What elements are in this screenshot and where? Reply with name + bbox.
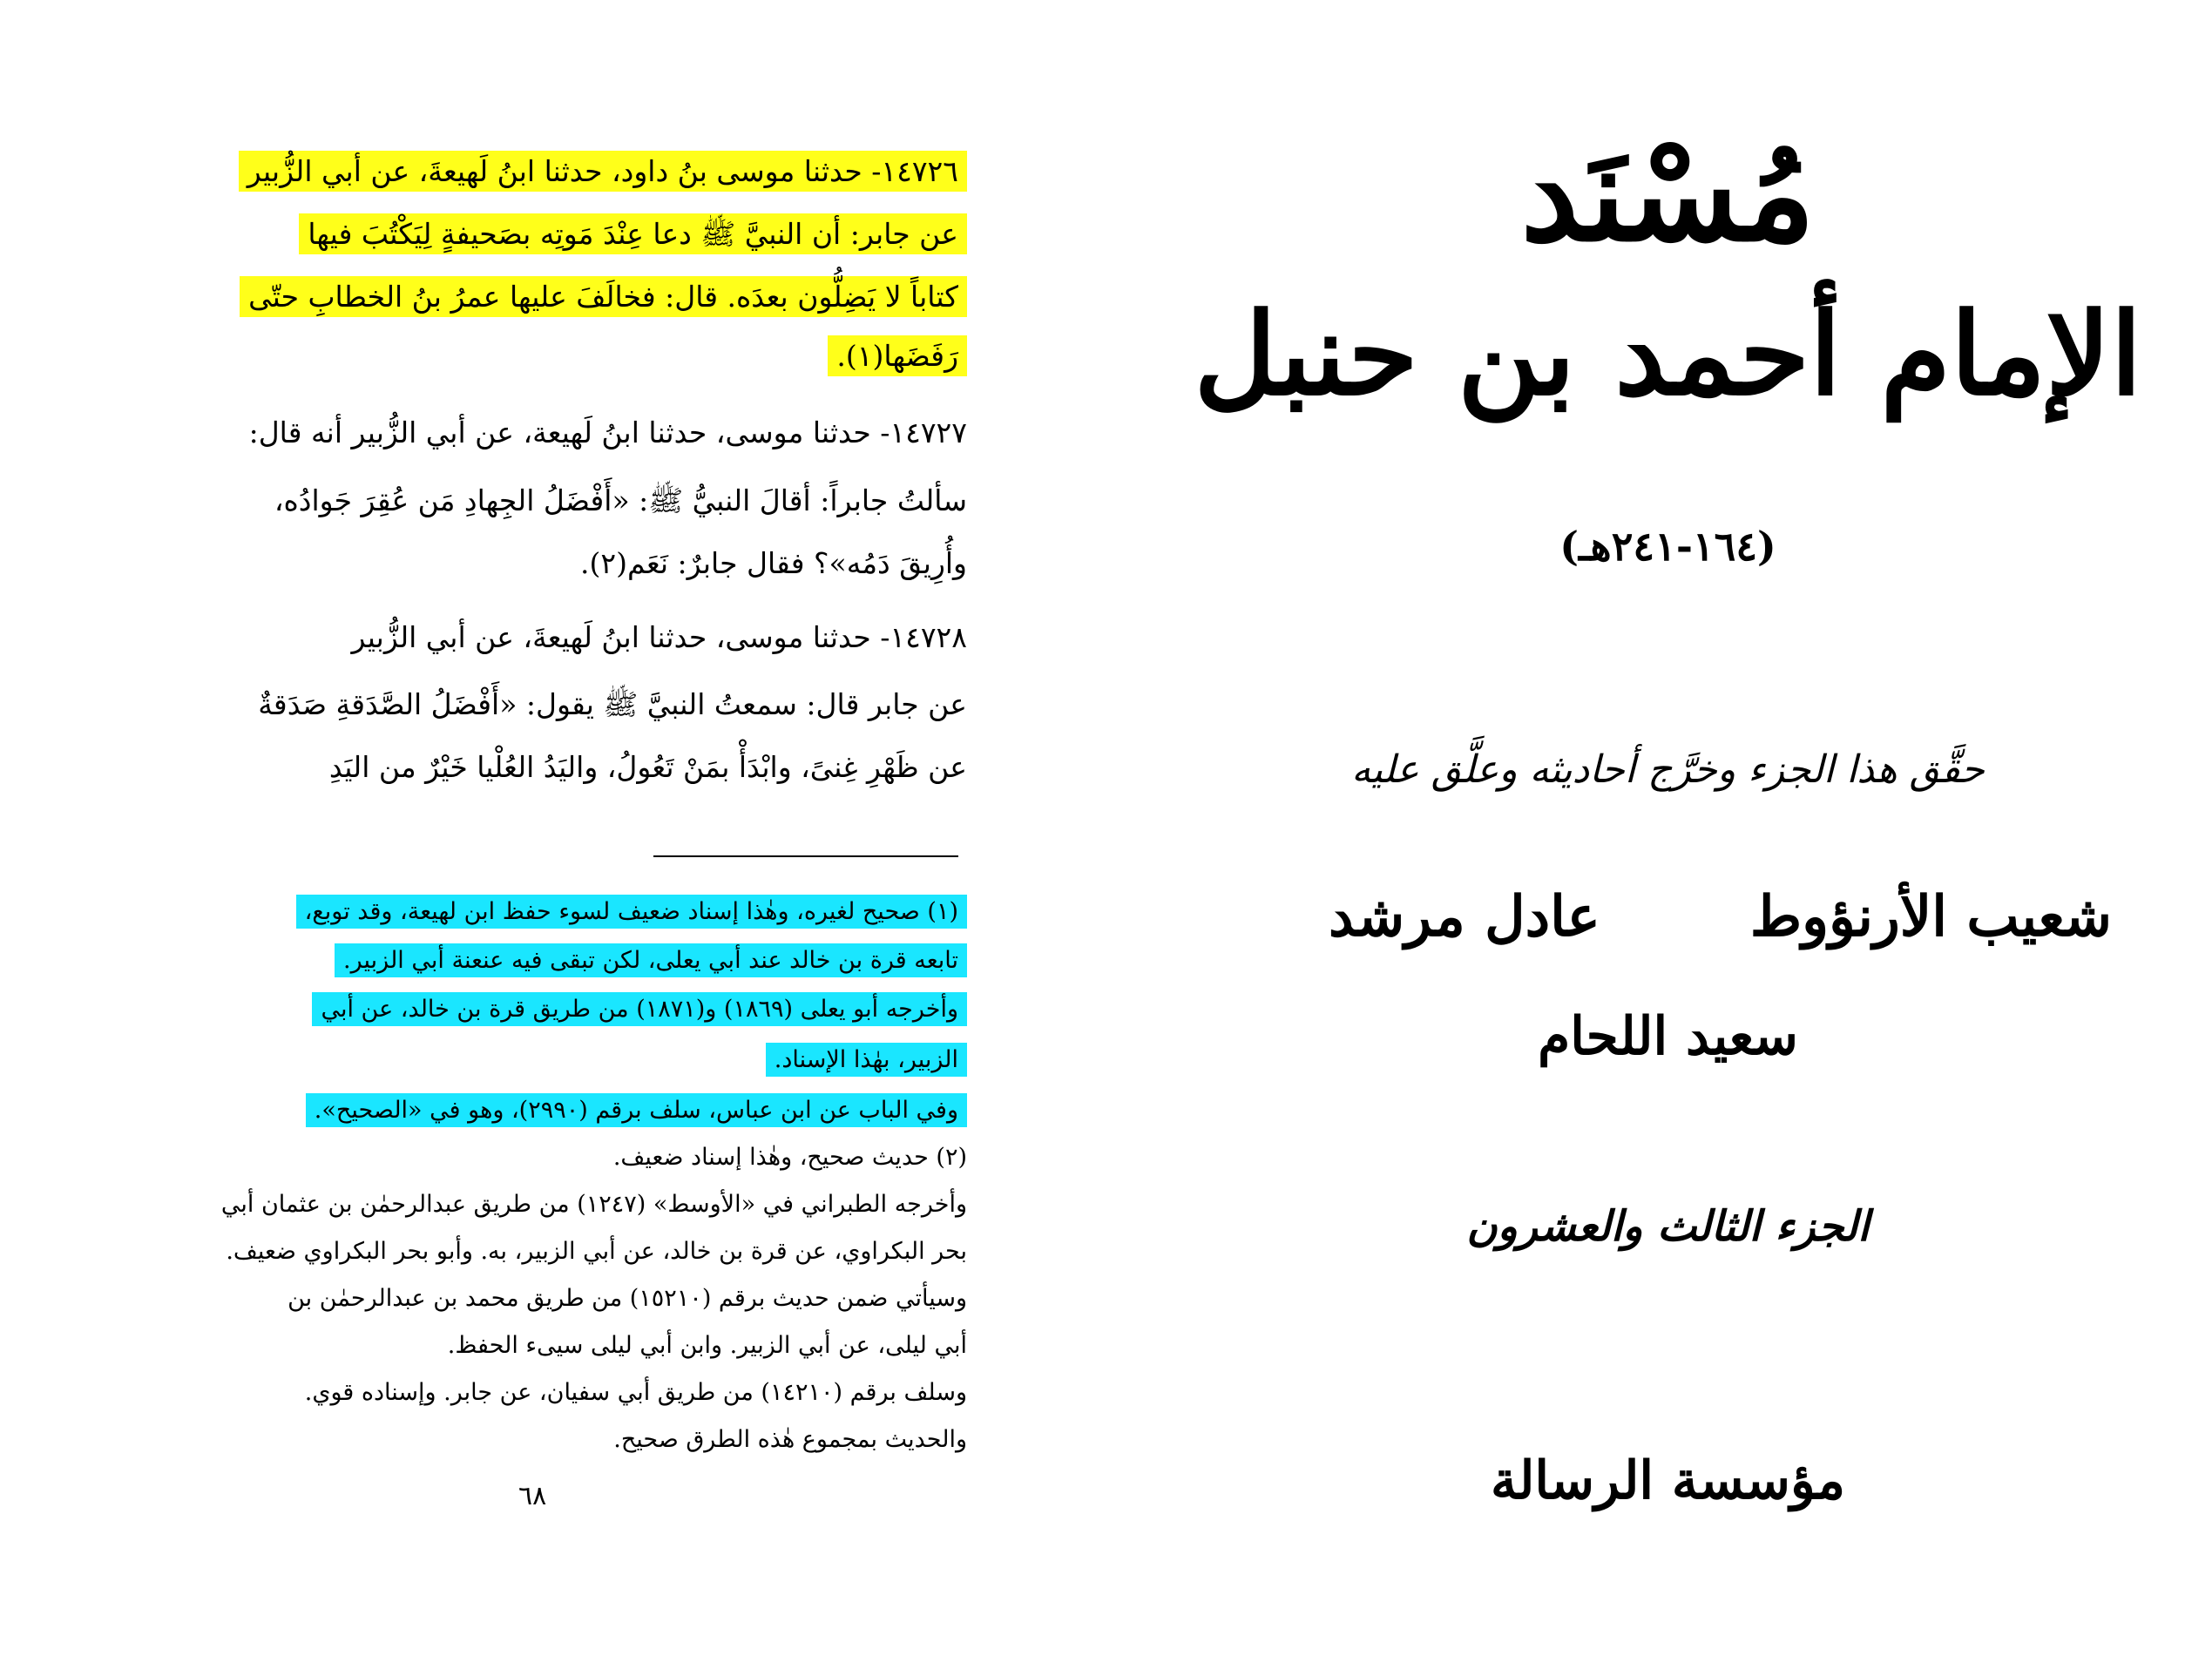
title-page bbox=[1124, 0, 2212, 1676]
editor-name: شعيب الأرنؤوط bbox=[1749, 884, 2112, 950]
highlighted-footnote: وأخرجه أبو يعلى (١٨٦٩) و(١٨٧١) من طريق قرة بن خالد، عن أبي bbox=[312, 992, 967, 1026]
highlighted-text: رَفَضَها(١). bbox=[828, 335, 967, 376]
footnote-text: بحر البكراوي، عن قرة بن خالد، عن أبي الزبير، به. وأبو بحر البكراوي ضعيف. bbox=[226, 1238, 967, 1265]
editor-name: عادل مرشد bbox=[1329, 884, 1600, 950]
highlighted-text: كتاباً لا يَضِلُّون بعدَه. قال: فخالَفَ عليها عمرُ بنُ الخطابِ حتّى bbox=[240, 276, 967, 317]
main-line bbox=[329, 744, 967, 791]
footnote-line bbox=[335, 942, 967, 980]
highlighted-footnote: الزبير، بهٰذا الإسناد. bbox=[766, 1043, 967, 1077]
hadith-text: وأُرِيقَ دَمُه»؟ فقال جابرٌ: نَعَم(٢). bbox=[580, 546, 967, 580]
footnote-text: (٢) حديث صحيح، وهٰذا إسناد ضعيف. bbox=[612, 1144, 967, 1171]
editor-name: سعيد اللحام bbox=[1538, 1006, 1798, 1067]
main-line bbox=[240, 274, 967, 321]
footnote-text: وسيأتي ضمن حديث برقم (١٥٢١٠) من طريق محمد بن عبدالرحمٰن بن bbox=[287, 1285, 967, 1312]
highlighted-footnote: (١) صحيح لغيره، وهٰذا إسناد ضعيف لسوء حفظ ابن لهيعة، وقد توبع، bbox=[296, 895, 967, 929]
footnote-text: أبي ليلى، عن أبي الزبير. وابن أبي ليلى سيىء الحفظ. bbox=[447, 1332, 967, 1359]
hadith-text: سألتُ جابراً: أقالَ النبيُّ ﷺ: «أَفْضَلُ الجِهادِ مَن عُقِرَ جَوادُه، bbox=[274, 483, 967, 517]
footnote-line bbox=[296, 893, 967, 931]
edited-by-line: حقَّق هذا الجزء وخرَّج أحاديثه وعلَّق عليه bbox=[1351, 747, 1985, 792]
footnote-line bbox=[613, 1139, 967, 1177]
footnote-line bbox=[613, 1421, 967, 1459]
footnote-text: وسلف برقم (١٤٢١٠) من طريق أبي سفيان، عن جابر. وإسناده قوي. bbox=[304, 1379, 967, 1406]
footnote-text: وأخرجه الطبراني في «الأوسط» (١٢٤٧) من طريق عبدالرحمٰن بن عثمان أبي bbox=[220, 1191, 967, 1218]
hadith-text: عن جابر قال: سمعتُ النبيَّ ﷺ يقول: «أَفْضَلُ الصَّدَقةِ صَدَقةٌ bbox=[258, 687, 967, 721]
main-line bbox=[239, 148, 967, 195]
footnote-line bbox=[312, 990, 967, 1029]
author-years: (١٦٤-٢٤١هـ) bbox=[1559, 523, 1776, 570]
footnote-line bbox=[221, 1186, 967, 1224]
footnote-line bbox=[766, 1041, 967, 1079]
footnote-line bbox=[305, 1374, 967, 1412]
main-line bbox=[258, 681, 967, 728]
footnote-line bbox=[448, 1327, 967, 1365]
highlighted-footnote: تابعه قرة بن خالد عند أبي يعلى، لكن تبقى فيه عنعنة أبي الزبير. bbox=[335, 943, 967, 977]
main-text bbox=[131, 148, 967, 784]
hadith-text: ١٤٧٢٧- حدثنا موسى، حدثنا ابنُ لَهيعة، عن أبي الزُّبير أنه قال: bbox=[248, 416, 967, 449]
main-line bbox=[274, 477, 967, 524]
main-line bbox=[352, 614, 967, 661]
footnotes bbox=[131, 893, 967, 1485]
footnote-text: والحديث بمجموع هٰذه الطرق صحيح. bbox=[613, 1426, 967, 1453]
hadith-text: عن ظَهْرِ غِنىً، وابْدَأْ بمَنْ تَعُولُ، واليَدُ العُلْيا خَيْرٌ من اليَدِ bbox=[328, 750, 967, 784]
highlighted-footnote: وفي الباب عن ابن عباس، سلف برقم (٢٩٩٠)، وهو في «الصحيح». bbox=[306, 1093, 967, 1127]
publisher-name: مؤسسة الرسالة bbox=[1490, 1450, 1846, 1511]
footnote-separator bbox=[653, 855, 958, 857]
main-line bbox=[580, 540, 967, 587]
book-title: مُسْنَد bbox=[1520, 118, 1816, 271]
main-line bbox=[299, 211, 967, 258]
main-line bbox=[249, 409, 967, 456]
main-line bbox=[828, 333, 967, 380]
footnote-line bbox=[226, 1233, 967, 1271]
highlighted-text: عن جابر: أن النبيَّ ﷺ دعا عِنْدَ مَوتِه بصَحيفةٍ لِيَكْتُبَ فيها bbox=[299, 213, 967, 254]
footnote-line bbox=[306, 1091, 967, 1130]
highlighted-text: ١٤٧٢٦- حدثنا موسى بنُ داود، حدثنا ابنُ لَهيعةَ، عن أبي الزُّبير bbox=[239, 151, 967, 192]
page-number: ٦٨ bbox=[518, 1481, 547, 1511]
volume-label: الجزء الثالث والعشرون bbox=[1466, 1202, 1870, 1251]
hadith-text: ١٤٧٢٨- حدثنا موسى، حدثنا ابنُ لَهيعةَ، عن أبي الزُّبير bbox=[351, 620, 967, 654]
book-subtitle: الإمام أحمد بن حنبل bbox=[1194, 287, 2142, 421]
left-page bbox=[0, 0, 1089, 1676]
footnote-line bbox=[287, 1280, 967, 1318]
